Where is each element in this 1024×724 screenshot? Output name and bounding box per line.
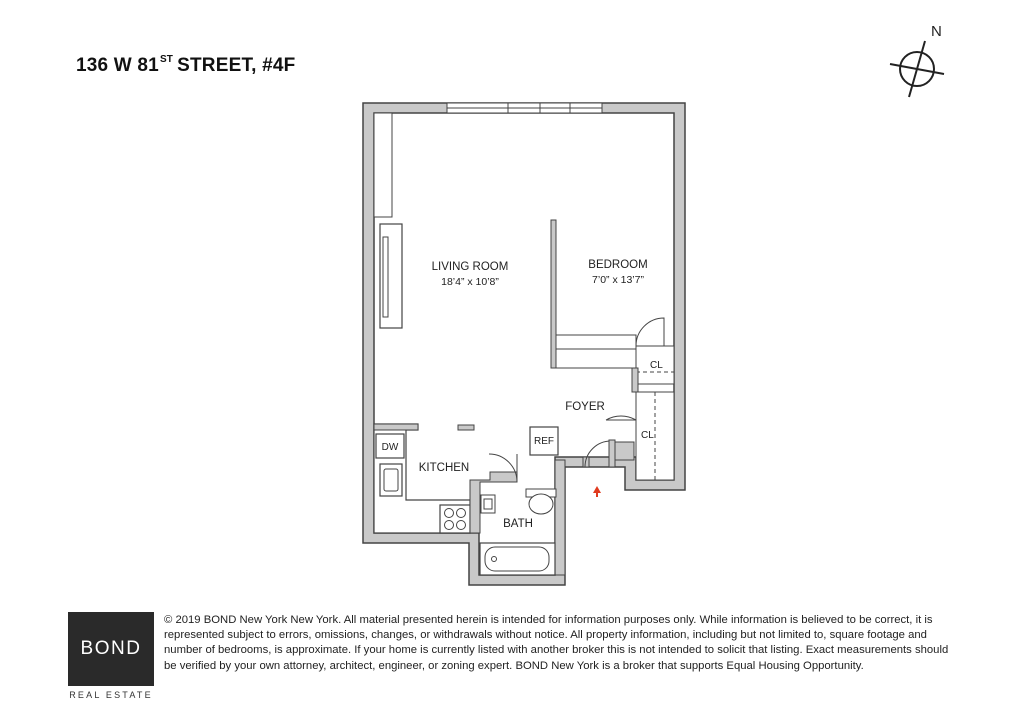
stove	[440, 505, 470, 533]
entry-arrow-icon	[593, 486, 601, 497]
foyer-label: FOYER	[565, 401, 605, 413]
bath-label: BATH	[503, 518, 533, 530]
bedroom-wardrobe	[556, 349, 636, 368]
refrigerator-label: REF	[534, 436, 554, 447]
bedroom-partition-wall	[551, 220, 556, 368]
closet-2-door[interactable]	[606, 416, 636, 420]
bedroom-label: BEDROOM	[588, 259, 648, 271]
bedroom-dims: 7’0” x 13’7”	[592, 274, 644, 286]
closet-1-label: CL	[650, 360, 663, 371]
dishwasher-label: DW	[381, 442, 399, 453]
logo-subtitle: REAL ESTATE	[69, 690, 153, 700]
address-ordinal-suffix: ST	[159, 54, 174, 65]
kitchen-label: KITCHEN	[418, 462, 470, 474]
living-room-label: LIVING ROOM	[431, 261, 509, 273]
wall-stub	[458, 425, 474, 430]
address-unit: STREET, #4F	[177, 55, 296, 76]
radiator-inner	[383, 237, 388, 317]
logo-wordmark: BOND	[80, 638, 142, 659]
address-street-number: 136 W 81	[76, 55, 159, 76]
column	[374, 113, 392, 217]
legal-disclaimer: © 2019 BOND New York New York. All material presented herein is intended for information purposes only. While information is believed to be correct, it is represented subject to errors, omissions, changes, or withdrawals without notice. All property information, including but not limited to, square footage and number of bedrooms, is approximate. If your home is currently listed with another broker this is not intended to solicit that listing. Exact measurements should be verified by your own attorney, architect, engineer, or zoning expert. BOND New York is a broker that supports Equal Housing Opportunity.	[164, 614, 949, 672]
bedroom-shelf	[556, 335, 636, 349]
bond-logo	[68, 612, 154, 686]
living-room-dims: 18’4” x 10’8”	[441, 276, 499, 288]
window-strip	[447, 103, 602, 113]
toilet	[529, 494, 553, 514]
compass-north-label: N	[931, 23, 942, 40]
compass-icon	[890, 23, 944, 97]
closet-2-label: CL	[641, 430, 654, 441]
closet-1-door[interactable]	[636, 318, 664, 346]
